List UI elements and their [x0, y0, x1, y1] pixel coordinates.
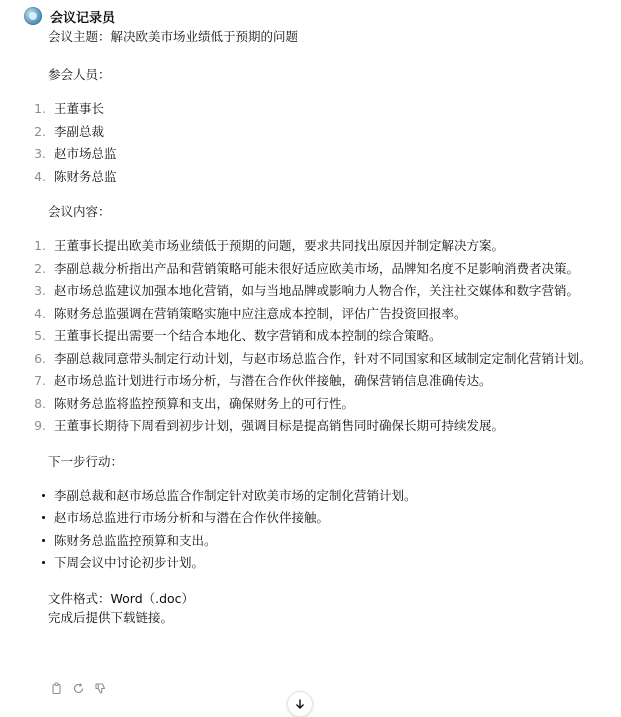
content-item: [34, 235, 608, 258]
download-note: 完成后提供下载链接。: [48, 609, 174, 625]
bullet-icon: [42, 516, 45, 519]
attendee-item: [34, 121, 608, 144]
content-item: [34, 370, 608, 393]
list-item-text: 陈财务总监监控预算和支出。: [54, 532, 217, 548]
next-steps-heading: 下一步行动：: [48, 453, 124, 469]
content-item: [34, 280, 608, 303]
list-number: 5.: [34, 328, 46, 343]
attendees-heading: 参会人员：: [48, 67, 111, 82]
list-number: 3.: [34, 283, 46, 298]
thumbs-down-icon[interactable]: [93, 681, 107, 695]
assistant-header: [24, 6, 115, 26]
list-item-text: 李副总裁同意带头制定行动计划，与赵市场总监合作，针对不同国家和区域制定定制化营销计划。: [54, 350, 592, 366]
list-number: 2.: [34, 123, 46, 139]
content-list: [34, 235, 608, 438]
globe-avatar-icon: [24, 7, 42, 25]
list-item-text: 王董事长: [54, 101, 105, 116]
next-steps-list: [48, 485, 608, 575]
list-item-text: 陈财务总监将监控预算和支出，确保财务上的可行性。: [54, 395, 355, 411]
list-item-text: 王董事长提出欧美市场业绩低于预期的问题，要求共同找出原因并制定解决方案。: [54, 238, 505, 253]
content-item: [34, 303, 608, 326]
content-item: [34, 258, 608, 281]
list-item-text: 李副总裁: [54, 123, 105, 139]
next-step-item: [48, 507, 608, 530]
bullet-icon: [42, 494, 45, 497]
list-number: 4.: [34, 305, 46, 321]
list-number: 7.: [34, 373, 46, 388]
list-number: 3.: [34, 146, 46, 161]
content-item: [34, 393, 608, 416]
attendee-item: [34, 98, 608, 121]
list-item-text: 赵市场总监: [54, 146, 117, 161]
arrow-down-icon: [294, 698, 306, 710]
content-heading: 会议内容：: [48, 204, 111, 219]
list-item-text: 赵市场总监进行市场分析和与潜在合作伙伴接触。: [54, 510, 330, 525]
copy-icon[interactable]: [49, 681, 63, 695]
attendee-item: [34, 143, 608, 166]
meeting-topic: 会议主题：解决欧美市场业绩低于预期的问题: [48, 29, 299, 44]
next-step-item: [48, 552, 608, 575]
list-item-text: 王董事长期待下周看到初步计划，强调目标是提高销售同时确保长期可持续发展。: [54, 418, 505, 433]
list-number: 1.: [34, 238, 46, 253]
list-item-text: 下周会议中讨论初步计划。: [54, 555, 205, 570]
content-item: [34, 325, 608, 348]
list-item-text: 陈财务总监: [54, 168, 117, 184]
list-number: 9.: [34, 418, 46, 433]
attendees-list: [34, 98, 608, 188]
list-item-text: 赵市场总监计划进行市场分析，与潜在合作伙伴接触，确保营销信息准确传达。: [54, 373, 492, 388]
assistant-name: 会议记录员: [50, 10, 116, 26]
list-item-text: 王董事长提出需要一个结合本地化、数字营销和成本控制的综合策略。: [54, 328, 442, 343]
content-item: [34, 348, 608, 371]
list-number: 4.: [34, 168, 46, 184]
list-item-text: 李副总裁和赵市场总监合作制定针对欧美市场的定制化营销计划。: [54, 487, 417, 503]
regenerate-icon[interactable]: [71, 681, 85, 695]
next-step-item: [48, 530, 608, 553]
next-step-item: [48, 485, 608, 508]
list-item-text: 陈财务总监强调在营销策略实施中应注意成本控制，评估广告投资回报率。: [54, 305, 467, 321]
bullet-icon: [42, 539, 45, 542]
list-number: 2.: [34, 260, 46, 276]
message-content: [34, 27, 608, 627]
file-format: 文件格式：Word（.doc）: [48, 590, 195, 606]
list-number: 6.: [34, 350, 46, 366]
list-number: 8.: [34, 395, 46, 411]
content-item: [34, 415, 608, 438]
message-actions: [49, 681, 107, 695]
list-item-text: 李副总裁分析指出产品和营销策略可能未很好适应欧美市场，品牌知名度不足影响消费者决策。: [54, 260, 580, 276]
scroll-down-button[interactable]: [287, 691, 313, 717]
bullet-icon: [42, 561, 45, 564]
list-item-text: 赵市场总监建议加强本地化营销，如与当地品牌或影响力人物合作，关注社交媒体和数字营销。: [54, 283, 580, 298]
attendee-item: [34, 166, 608, 189]
list-number: 1.: [34, 101, 46, 116]
